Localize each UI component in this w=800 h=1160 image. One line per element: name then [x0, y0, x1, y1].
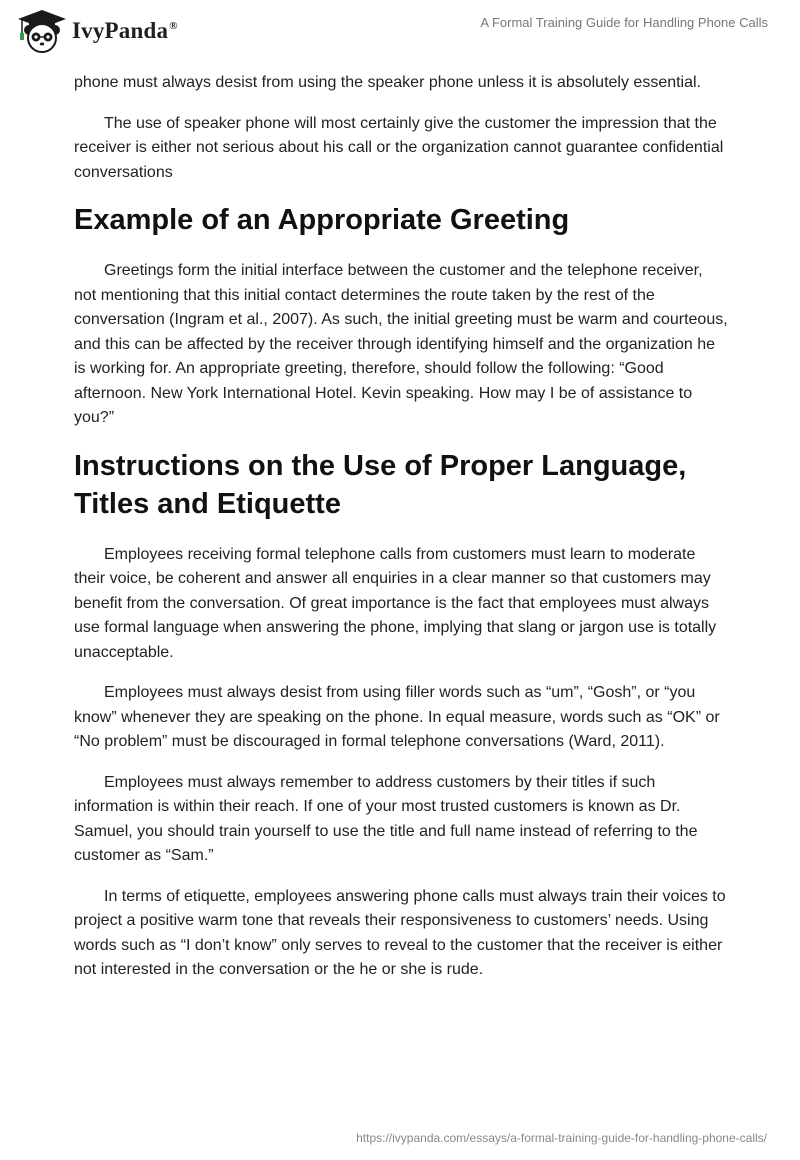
paragraph: Employees must always desist from using filler words such as “um”, “Gosh”, or “you know” whenever they are speaking on the phone. In equal measure, words such as “OK” or “No problem” must be discouraged in formal telephone conversations (Ward, 2011).: [74, 684, 720, 750]
section-heading: Example of an Appropriate Greeting: [74, 204, 570, 236]
brand-name: IvyPanda®: [72, 18, 178, 43]
paragraph: Employees must always remember to address customers by their titles if such information is within their reach. If one of your most trusted customers is known as Dr. Samuel, you should train yourself to use the title and full name instead of referring to the customer as “Sam.”: [74, 773, 698, 864]
paragraph: Employees receiving formal telephone calls from customers must learn to moderate their voice, be coherent and answer all enquiries in a clear manner so that customers may benefit from the conversation. Of great importance is the fact that employees must always use formal language when answering the phone, implying that slang or jargon use is totally unacceptable.: [74, 545, 717, 661]
section-heading: Instructions on the Use of Proper Language, Titles and Etiquette: [74, 449, 687, 520]
paragraph: The use of speaker phone will most certainly give the customer the impression that the receiver is either not serious about his call or the organization cannot guarantee confidential conversations: [74, 114, 724, 181]
paragraph: Greetings form the initial interface between the customer and the telephone receiver, not mentioning that this initial contact determines the route taken by the rest of the conversation (Ingram et al., 2007). As such, the initial greeting must be warm and courteous, and this can be affected by the receiver through identifying himself and the organization he is working for. An appropriate greeting, therefore, should follow the following: “Good afternoon. New York International Hotel. Kevin speaking. How may I be of assistance to you?”: [74, 262, 728, 426]
essay-content: [74, 71, 728, 999]
paragraph: In terms of etiquette, employees answering phone calls must always train their voices to project a positive warm tone that reveals their responsiveness to customers’ needs. Using words such as “I don’t know” only serves to reveal to the customer that the receiver is either not interested in the conversation or the he or she is rude.: [74, 887, 726, 978]
paragraph: phone must always desist from using the speaker phone unless it is absolutely essential.: [74, 74, 702, 91]
page-header: [0, 0, 800, 64]
source-url[interactable]: https://ivypanda.com/essays/a-formal-training-guide-for-handling-phone-calls/: [356, 1131, 767, 1145]
brand-logo[interactable]: [16, 8, 178, 54]
panda-graduate-icon: [16, 8, 68, 54]
document-title: A Formal Training Guide for Handling Phone Calls: [480, 15, 768, 30]
